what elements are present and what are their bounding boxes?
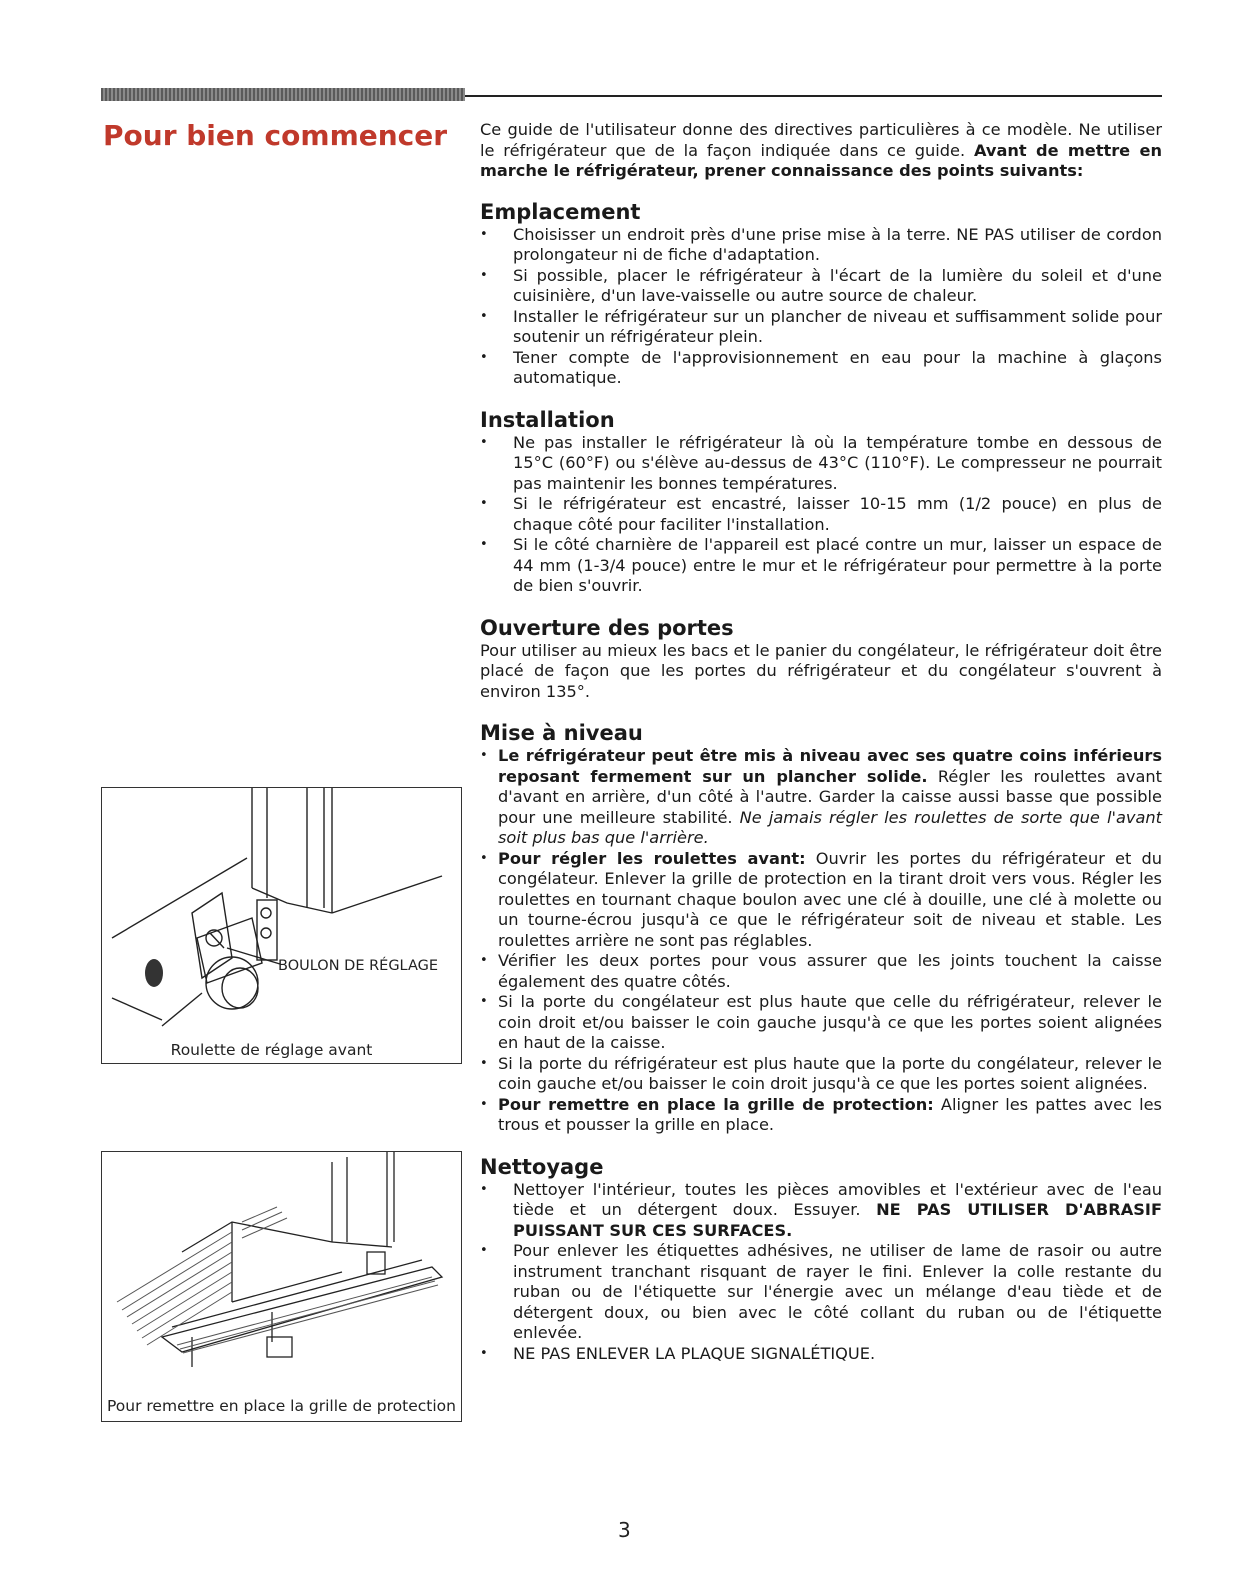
list-item: • Si le réfrigérateur est encastré, laisser 10-15 mm (1/2 pouce) en plus de chaque côté pour faciliter l'installation. [480, 494, 1162, 535]
section-title: Pour bien commencer [103, 119, 448, 152]
heading-ouverture: Ouverture des portes [480, 615, 734, 640]
heading-nettoyage: Nettoyage [480, 1154, 604, 1179]
heading-mise-a-niveau: Mise à niveau [480, 721, 643, 745]
list-item [480, 746, 1162, 849]
mise-item2-bold: Pour régler les roulettes avant: [498, 848, 806, 868]
list-item: • NE PAS ENLEVER LA PLAQUE SIGNALÉTIQUE. [480, 1344, 1162, 1365]
list-item: • Si le côté charnière de l'appareil est placé contre un mur, laisser un espace de 44 mm (1-3/4 pouce) entre le mur et le réfrigérateur pour permettre à la porte de bien s'ouvrir. [480, 535, 1162, 597]
heading-emplacement: Emplacement [480, 199, 641, 224]
section-ouverture [480, 615, 1162, 703]
mise-item1-bold: Le réfrigérateur peut être mis à niveau avec ses quatre coins inférieurs reposant fermement sur un plancher solide. [498, 746, 1162, 786]
mise-item2-text: Ouvrir les portes du réfrigérateur et du congélateur. Enlever la grille de protection en la tirant droit vers vous. Régler les roulettes en tournant chaque boulon avec une clé à douille, une clé à molette ou un tourne-écrou jusqu'à ce que le réfrigérateur soit de niveau et stable. Les roulettes arrière ne sont pas réglables. [498, 848, 1162, 950]
list-item: • Pour enlever les étiquettes adhésives, ne utiliser de lame de rasoir ou autre instrument tranchant risquant de rayer le fini. Enlever la colle restante du ruban ou de l'étiquette sur l'énergie avec un mélange d'eau tiède et de détergent doux, ou bien avec le côté collant du ruban ou de l'étiquette enlevée. [480, 1241, 1162, 1344]
main-content [480, 120, 1162, 1382]
list-item: • Tener compte de l'approvisionnement en eau pour la machine à glaçons automatique. [480, 348, 1162, 389]
list-item: • Ne pas installer le réfrigérateur là où la température tombe en dessous de 15°C (60°F) ou s'élève au-dessus de 43°C (110°F). Le compresseur ne pourrait pas maintenir les bonnes températures. [480, 433, 1162, 495]
mise-item6-text: Aligner les pattes avec les trous et pousser la grille en place. [498, 1094, 1162, 1134]
page-number: 3 [618, 1518, 631, 1542]
heading-installation: Installation [480, 407, 615, 432]
figure-leveling-roller [101, 787, 462, 1064]
nettoyage-item1-text: Nettoyer l'intérieur, toutes les pièces amovibles et l'extérieur avec de l'eau tiède et un détergent doux. Essuyer. [513, 1179, 1162, 1219]
mise-item6-bold: Pour remettre en place la grille de protection: [498, 1094, 934, 1114]
figure1-caption: Roulette de réglage avant [170, 1041, 373, 1059]
callout-adjusting-bolt: BOULON DE RÉGLAGE [278, 958, 439, 974]
figure-toe-grille [101, 1151, 462, 1422]
list-item: • Si possible, placer le réfrigérateur à l'écart de la lumière du soleil et d'une cuisinière, d'un lave-vaisselle ou autre source de chaleur. [480, 266, 1162, 307]
list-item [480, 849, 1162, 952]
mise-item1-italic: Ne jamais régler les roulettes de sorte que l'avant soit plus bas que l'arrière. [498, 807, 1162, 847]
nettoyage-item1-bold: NE PAS UTILISER D'ABRASIF PUISSANT SUR CES SURFACES. [513, 1200, 1163, 1240]
roller-illustration [102, 788, 461, 1063]
grille-illustration [102, 1152, 461, 1421]
list-item: • Installer le réfrigérateur sur un plancher de niveau et suffisamment solide pour soutenir un réfrigérateur plein. [480, 307, 1162, 348]
ouverture-text: Pour utiliser au mieux les bacs et le panier du congélateur, le réfrigérateur doit être placé de façon que les portes du réfrigérateur et du congélateur s'ouvrent à environ 135°. [480, 640, 1162, 701]
intro-text: Ce guide de l'utilisateur donne des directives particulières à ce modèle. Ne utiliser le réfrigérateur que de la façon indiquée dans ce guide. [480, 120, 1162, 160]
list-item: • Choisisser un endroit près d'une prise mise à la terre. NE PAS utiliser de cordon prolongateur ni de fiche d'adaptation. [480, 225, 1162, 266]
section-mise-a-niveau [480, 720, 1162, 1136]
header-rule-line [465, 95, 1162, 97]
list-item: • Vérifier les deux portes pour vous assurer que les joints touchent la caisse également des quatre côtés. [480, 951, 1162, 992]
list-item: • Si la porte du réfrigérateur est plus haute que la porte du congélateur, relever le coin gauche et/ou baisser le coin droit jusqu'à ce que les portes soient alignées. [480, 1054, 1162, 1095]
figure2-caption: Pour remettre en place la grille de protection [107, 1397, 456, 1415]
section-nettoyage [480, 1154, 1162, 1365]
mise-item1-text: Régler les roulettes avant d'avant en arrière, d'un côté à l'autre. Garder la caisse aussi basse que possible pour une meilleure stabilité. [498, 766, 1162, 827]
list-item: • Si la porte du congélateur est plus haute que celle du réfrigérateur, relever le coin droit et/ou baisser le coin gauche jusqu'à ce que les portes soient alignées en haut de la caisse. [480, 992, 1162, 1054]
intro-paragraph [480, 120, 1162, 182]
header-rule-dark [101, 88, 465, 101]
section-emplacement [480, 199, 1162, 389]
list-item [480, 1180, 1162, 1242]
list-item [480, 1095, 1162, 1136]
section-installation [480, 407, 1162, 597]
intro-bold: Avant de mettre en marche le réfrigérateur, prener connaissance des points suivants: [480, 140, 1162, 180]
